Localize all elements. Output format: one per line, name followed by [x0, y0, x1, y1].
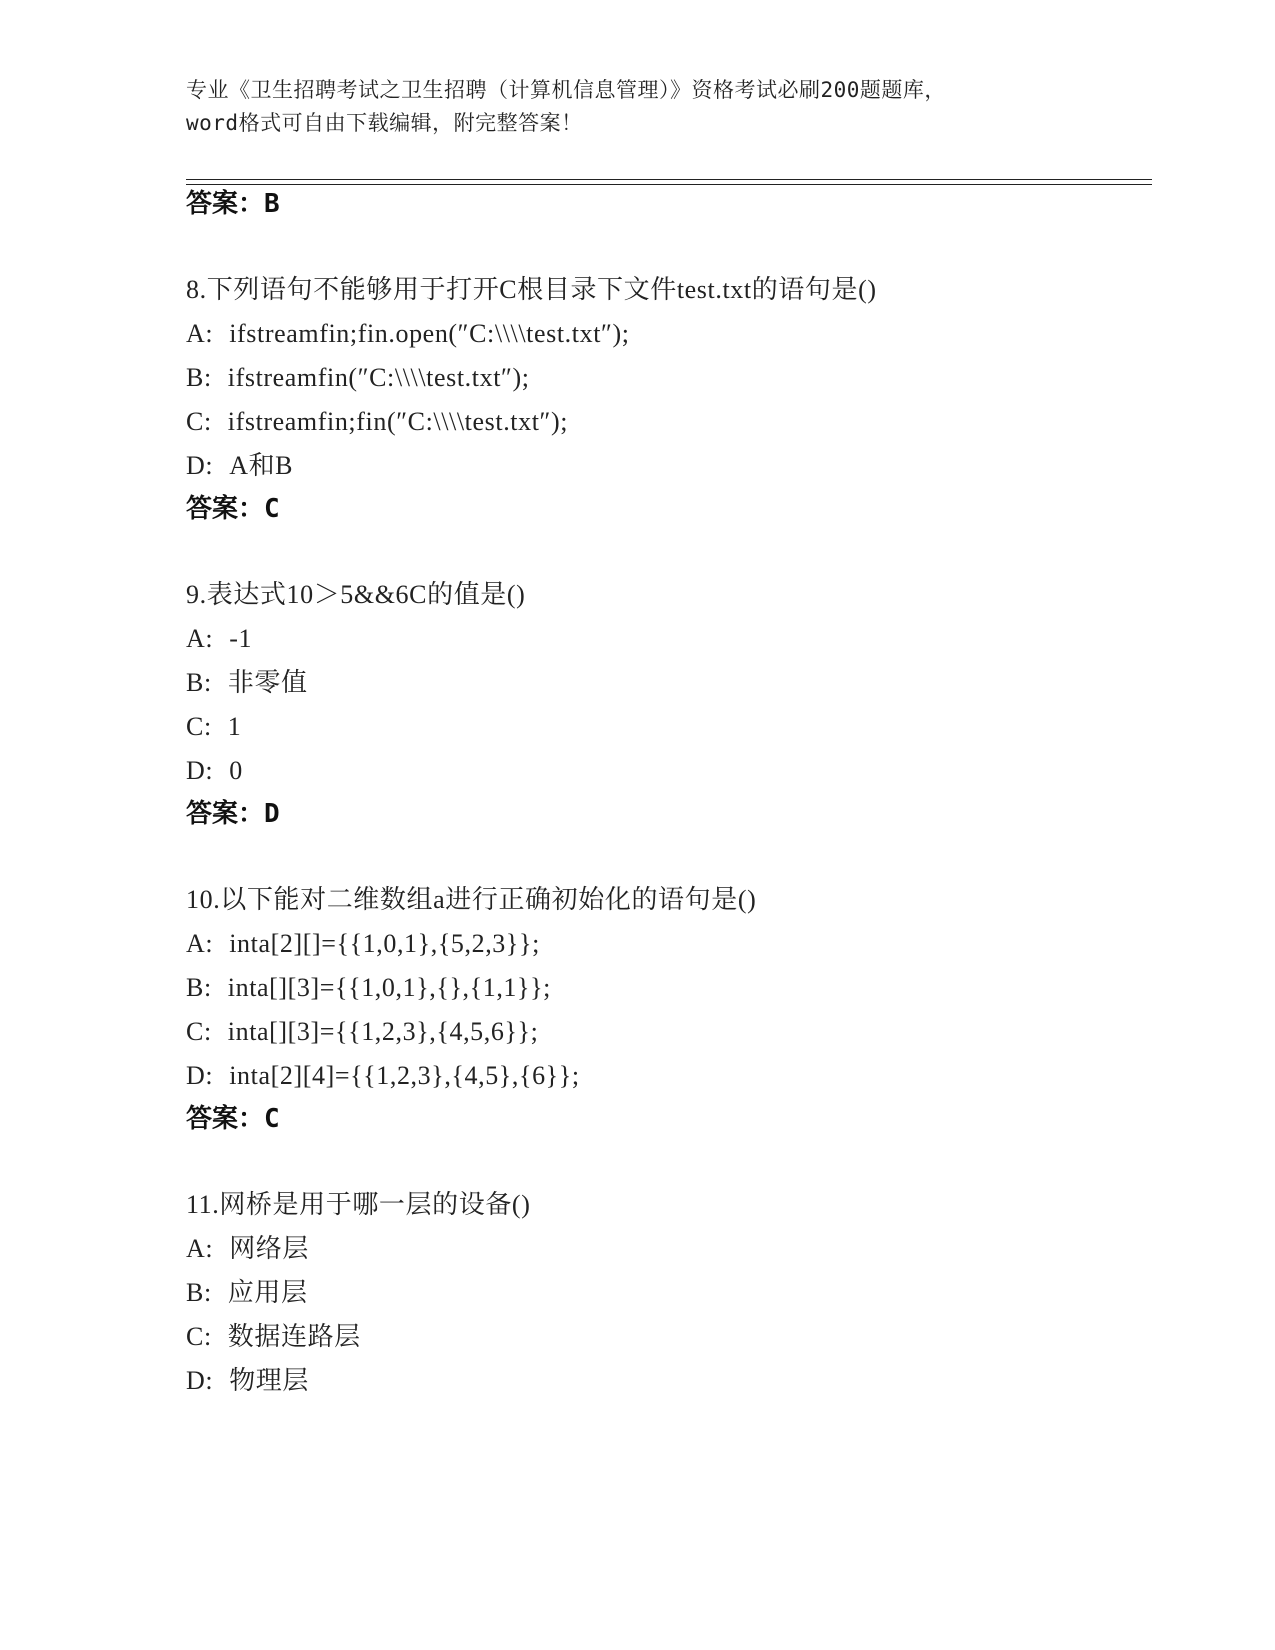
option-letter: A:	[186, 624, 214, 653]
question-9-option-a	[186, 624, 252, 654]
question-9-stem: 9.表达式10＞5&&6C的值是()	[186, 580, 526, 609]
question-11-option-b	[186, 1278, 308, 1308]
option-letter: A:	[186, 319, 214, 348]
option-text: inta[][3]={{1,2,3},{4,5,6}};	[227, 1017, 539, 1046]
question-9-answer: 答案：D	[186, 799, 280, 829]
option-letter: D:	[186, 1061, 214, 1090]
question-8-option-a	[186, 319, 630, 349]
header-line-1: 专业《卫生招聘考试之卫生招聘（计算机信息管理）》资格考试必刷200题题库，	[186, 78, 946, 102]
question-11-option-d	[186, 1366, 309, 1396]
question-9-option-b	[186, 668, 308, 698]
header-divider-top	[186, 179, 1152, 180]
option-letter: D:	[186, 756, 214, 785]
option-text: 物理层	[229, 1366, 310, 1395]
option-text: inta[][3]={{1,0,1},{},{1,1}};	[227, 973, 552, 1002]
option-text: A和B	[229, 451, 294, 480]
question-10-option-a	[186, 929, 540, 959]
option-text: 非零值	[227, 668, 308, 697]
header-line-2: word格式可自由下载编辑，附完整答案！	[186, 111, 583, 135]
option-letter: D:	[186, 451, 214, 480]
option-letter: C:	[186, 712, 212, 741]
option-letter: C:	[186, 407, 212, 436]
question-10-option-b	[186, 973, 551, 1003]
option-letter: B:	[186, 668, 212, 697]
option-text: inta[2][4]={{1,2,3},{4,5},{6}};	[229, 1061, 580, 1090]
option-text: ifstreamfin;fin.open(″C:\\\\test.txt″);	[229, 319, 630, 348]
question-11-option-c	[186, 1322, 361, 1352]
option-text: 0	[229, 756, 243, 785]
option-text: ifstreamfin(″C:\\\\test.txt″);	[227, 363, 530, 392]
option-letter: A:	[186, 929, 214, 958]
question-11-option-a	[186, 1234, 309, 1264]
option-text: inta[2][]={{1,0,1},{5,2,3}};	[229, 929, 540, 958]
question-10-option-c	[186, 1017, 538, 1047]
header-divider-bottom	[186, 184, 1152, 185]
previous-answer: 答案：B	[186, 189, 280, 219]
question-9-option-d	[186, 756, 243, 786]
question-9-option-c	[186, 712, 241, 742]
option-letter: C:	[186, 1017, 212, 1046]
document-header	[186, 74, 1086, 140]
option-letter: A:	[186, 1234, 214, 1263]
option-letter: B:	[186, 363, 212, 392]
question-10-option-d	[186, 1061, 580, 1091]
option-letter: D:	[186, 1366, 214, 1395]
question-8-option-d	[186, 451, 293, 481]
question-10-answer: 答案：C	[186, 1104, 280, 1134]
question-10-stem: 10.以下能对二维数组a进行正确初始化的语句是()	[186, 885, 757, 914]
question-8-option-b	[186, 363, 530, 393]
option-letter: C:	[186, 1322, 212, 1351]
question-11-stem: 11.网桥是用于哪一层的设备()	[186, 1190, 531, 1219]
question-8-stem: 8.下列语句不能够用于打开C根目录下文件test.txt的语句是()	[186, 275, 877, 304]
option-text: 数据连路层	[227, 1322, 361, 1351]
option-text: ifstreamfin;fin(″C:\\\\test.txt″);	[227, 407, 569, 436]
option-letter: B:	[186, 973, 212, 1002]
question-8-option-c	[186, 407, 568, 437]
question-8-answer: 答案：C	[186, 494, 280, 524]
option-letter: B:	[186, 1278, 212, 1307]
option-text: -1	[229, 624, 253, 653]
option-text: 应用层	[227, 1278, 308, 1307]
option-text: 1	[227, 712, 242, 741]
option-text: 网络层	[229, 1234, 310, 1263]
